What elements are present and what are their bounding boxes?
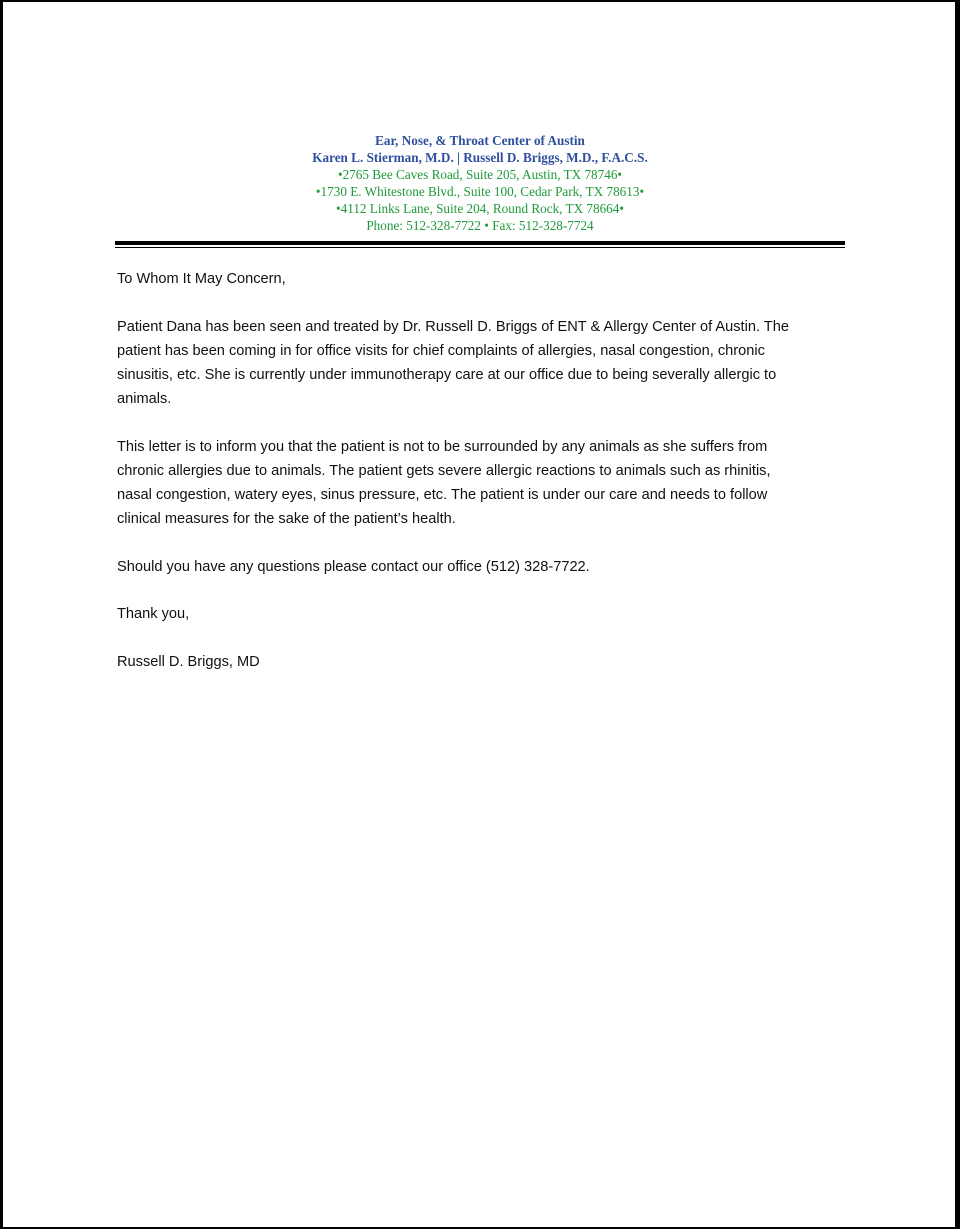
- letterhead-divider-thick: [115, 241, 845, 245]
- paragraph-treatment: Patient Dana has been seen and treated by Dr. Russell D. Briggs of ENT & Allergy Center of Austin. The patient has been coming in for office visits for chief complaints of allergies, nasal congestion, chronic sinusitis, etc. She is currently under immunotherapy care at our office due to being severally allergic to animals.: [117, 319, 789, 407]
- letterhead: [0, 132, 960, 234]
- salutation: To Whom It May Concern,: [117, 271, 286, 287]
- address-austin: •2765 Bee Caves Road, Suite 205, Austin, TX 78746•: [337, 167, 623, 182]
- address-cedar-park: •1730 E. Whitestone Blvd., Suite 100, Cedar Park, TX 78613•: [315, 184, 645, 199]
- paragraph-contact: Should you have any questions please contact our office (512) 328-7722.: [117, 559, 590, 575]
- letterhead-divider-thin: [115, 247, 845, 248]
- phone-fax: Phone: 512-328-7722 • Fax: 512-328-7724: [366, 218, 594, 233]
- signature: Russell D. Briggs, MD: [117, 654, 260, 670]
- clinic-name: Ear, Nose, & Throat Center of Austin: [375, 133, 585, 148]
- physician-names: Karen L. Stierman, M.D. | Russell D. Briggs, M.D., F.A.C.S.: [312, 150, 648, 165]
- address-round-rock: •4112 Links Lane, Suite 204, Round Rock, TX 78664•: [336, 201, 624, 216]
- paragraph-animal-restriction: This letter is to inform you that the patient is not to be surrounded by any animals as she suffers from chronic allergies due to animals. The patient gets severe allergic reactions to animals such as rhinitis, nasal congestion, watery eyes, sinus pressure, etc. The patient is under our care and needs to follow clinical measures for the sake of the patient’s health.: [117, 439, 771, 527]
- closing: Thank you,: [117, 606, 190, 622]
